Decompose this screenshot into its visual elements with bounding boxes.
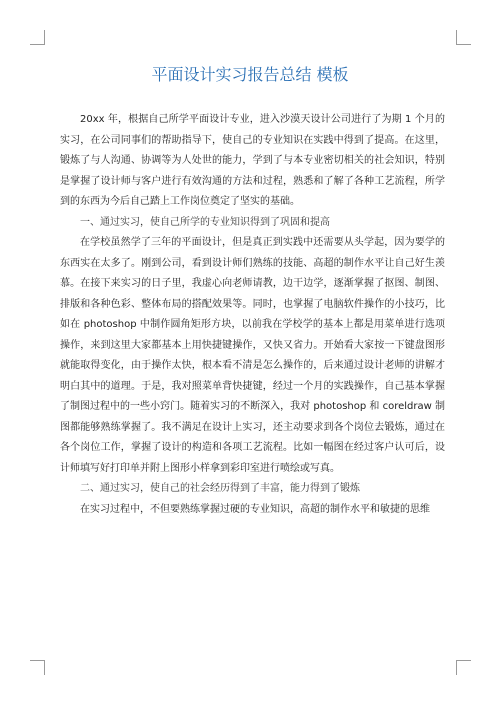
section-heading-1: 一、通过实习，使自己所学的专业知识得到了巩固和提高	[80, 216, 330, 228]
document-body	[60, 110, 445, 520]
crop-mark-top-right	[456, 30, 471, 45]
crop-mark-bottom-left	[30, 660, 45, 675]
crop-mark-top-left	[30, 30, 45, 45]
paragraph-section-2: 在实习过程中，不但要熟练掌握过硬的专业知识，高超的制作水平和敏捷的思维	[80, 503, 430, 515]
crop-mark-bottom-right	[456, 660, 471, 675]
paragraph-intro: 20xx 年，根据自己所学平面设计专业，进入沙漠天设计公司进行了为期 1 个月的实习，在公司同事们的帮助指导下，使自己的专业知识在实践中得到了提高。在这里，锻炼了与人沟通、协调等为人处世的能力，学到了与本专业密切相关的社会知识，特别是掌握了设计师与客户进行有效沟通的方法和过程，熟悉和了解了各种工艺流程，所学到的东西为今后自己踏上工作岗位奠定了坚实的基础。	[60, 114, 445, 207]
paragraph-section-1: 在学校虽然学了三年的平面设计，但是真正到实践中还需要从头学起，因为要学的东西实在太多了。刚到公司，看到设计师们熟练的技能、高超的制作水平让自己好生羡慕。在接下来实习的日子里，我虚心向老师请教，边干边学，逐渐掌握了抠图、制图、排版和各种色彩、整体布局的搭配效果等。同时，也掌握了电脑软件操作的小技巧，比如在 photoshop 中制作圆角矩形方块，以前我在学校学的基本上都是用菜单进行选项操作，来到这里大家都基本上用快捷键操作，又快又省力。开始看大家按一下键盘图形就能取得变化，由于操作太快，根本看不清是怎么操作的，后来通过设计老师的讲解才明白其中的道理。于是，我对照菜单背快捷键，经过一个月的实践操作，自己基本掌握了制图过程中的一些小窍门。随着实习的不断深入，我对 photoshop 和 coreldraw 制图都能够熟练掌握了。我不满足在设计上实习，还主动要求到各个岗位去锻炼，通过在各个岗位工作，掌握了设计的构造和各项工艺流程。比如一幅图在经过客户认可后，设计师填写好打印单并附上图形小样拿到彩印室进行喷绘或写真。	[60, 237, 445, 474]
document-title: 平面设计实习报告总结 模板	[151, 65, 349, 84]
section-heading-2: 二、通过实习，使自己的社会经历得到了丰富，能力得到了锻炼	[80, 483, 360, 494]
